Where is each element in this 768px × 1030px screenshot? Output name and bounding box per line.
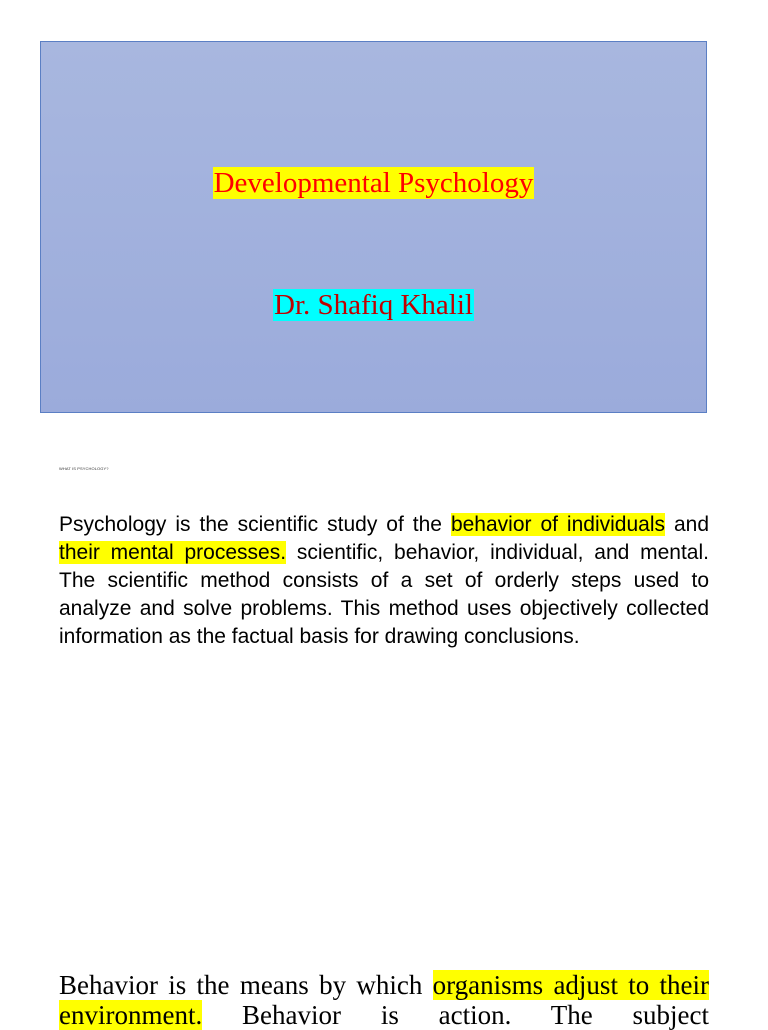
highlighted-text: their mental processes. bbox=[59, 541, 287, 564]
section-heading: WHAT IS PSYCHOLOGY? bbox=[59, 466, 109, 471]
paragraph-behavior-definition bbox=[59, 970, 709, 1030]
paragraph-text: Behavior is the means by which bbox=[59, 970, 433, 1000]
slide-author-text: Dr. Shafiq Khalil bbox=[274, 289, 473, 321]
slide-title bbox=[41, 165, 706, 201]
title-slide bbox=[40, 41, 707, 413]
paragraph-text: Behavior is action. The subject bbox=[202, 1000, 709, 1030]
paragraph-psychology-definition bbox=[59, 511, 709, 651]
paragraph-text: scientific, behavior, individual, and mental. The scientific method consists of a set of orderly steps used to analyze and solve problems. This method uses objectively collected information as the factual basis for drawing conclusions. bbox=[59, 541, 709, 648]
paragraph-text: Psychology is the scientific study of the bbox=[59, 513, 451, 536]
slide-author bbox=[41, 287, 706, 323]
paragraph-text: and bbox=[665, 513, 710, 536]
slide-title-text: Developmental Psychology bbox=[213, 167, 534, 199]
highlighted-text: behavior of individuals bbox=[450, 513, 665, 536]
highlighted-text: organisms adjust to their environment. bbox=[59, 970, 709, 1030]
